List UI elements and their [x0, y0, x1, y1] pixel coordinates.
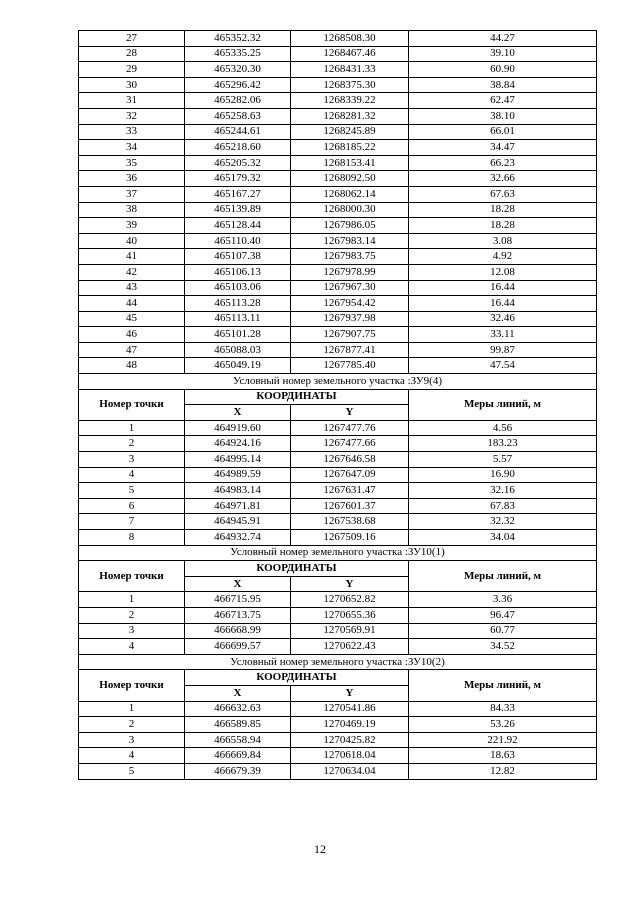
y-coordinate-cell: 1267937.98 [291, 311, 409, 327]
y-coordinate-cell: 1267983.75 [291, 249, 409, 265]
point-number-cell: 40 [79, 233, 185, 249]
x-coordinate-cell: 466715.95 [185, 592, 291, 608]
x-coordinate-cell: 465106.13 [185, 264, 291, 280]
y-coordinate-cell: 1270425.82 [291, 732, 409, 748]
point-number-cell: 7 [79, 514, 185, 530]
line-measure-cell: 38.84 [409, 77, 597, 93]
section-title-row [79, 374, 597, 390]
y-coordinate-cell: 1270469.19 [291, 717, 409, 733]
line-measures-header: Меры линий, м [409, 561, 597, 592]
x-coordinate-cell: 465352.32 [185, 31, 291, 47]
line-measure-cell: 32.66 [409, 171, 597, 187]
coordinates-table-body [79, 31, 597, 780]
y-coordinate-cell: 1267986.05 [291, 218, 409, 234]
x-coordinate-cell: 464932.74 [185, 530, 291, 546]
y-coordinate-cell: 1268375.30 [291, 77, 409, 93]
table-row [79, 763, 597, 779]
line-measure-cell: 3.08 [409, 233, 597, 249]
header-row [79, 561, 597, 577]
table-row [79, 171, 597, 187]
x-header: X [185, 405, 291, 421]
x-coordinate-cell: 465128.44 [185, 218, 291, 234]
point-number-cell: 6 [79, 498, 185, 514]
line-measures-header: Меры линий, м [409, 389, 597, 420]
line-measure-cell: 66.01 [409, 124, 597, 140]
line-measure-cell: 18.28 [409, 218, 597, 234]
line-measure-cell: 60.90 [409, 62, 597, 78]
x-coordinate-cell: 466699.57 [185, 639, 291, 655]
x-coordinate-cell: 466558.94 [185, 732, 291, 748]
y-coordinate-cell: 1267477.66 [291, 436, 409, 452]
y-coordinate-cell: 1270569.91 [291, 623, 409, 639]
table-row [79, 311, 597, 327]
y-coordinate-cell: 1267647.09 [291, 467, 409, 483]
point-number-cell: 32 [79, 108, 185, 124]
point-number-cell: 2 [79, 607, 185, 623]
x-coordinate-cell: 465179.32 [185, 171, 291, 187]
line-measure-cell: 16.90 [409, 467, 597, 483]
x-coordinate-cell: 465110.40 [185, 233, 291, 249]
table-row [79, 483, 597, 499]
x-coordinate-cell: 465101.28 [185, 327, 291, 343]
y-coordinate-cell: 1270655.36 [291, 607, 409, 623]
y-coordinate-cell: 1268185.22 [291, 140, 409, 156]
section-title-row [79, 545, 597, 561]
x-coordinate-cell: 464924.16 [185, 436, 291, 452]
section-title: Условный номер земельного участка :ЗУ10(1) [79, 545, 597, 561]
point-number-header: Номер точки [79, 389, 185, 420]
y-coordinate-cell: 1268431.33 [291, 62, 409, 78]
y-coordinate-cell: 1267954.42 [291, 296, 409, 312]
point-number-cell: 28 [79, 46, 185, 62]
table-row [79, 140, 597, 156]
x-coordinate-cell: 465258.63 [185, 108, 291, 124]
x-coordinate-cell: 465107.38 [185, 249, 291, 265]
line-measure-cell: 4.92 [409, 249, 597, 265]
table-row [79, 31, 597, 47]
section-title: Условный номер земельного участка :ЗУ10(2) [79, 654, 597, 670]
line-measure-cell: 34.52 [409, 639, 597, 655]
table-row [79, 748, 597, 764]
line-measure-cell: 67.83 [409, 498, 597, 514]
x-coordinate-cell: 464995.14 [185, 452, 291, 468]
line-measure-cell: 12.08 [409, 264, 597, 280]
table-row [79, 717, 597, 733]
point-number-cell: 1 [79, 701, 185, 717]
x-coordinate-cell: 465320.30 [185, 62, 291, 78]
line-measure-cell: 66.23 [409, 155, 597, 171]
x-coordinate-cell: 465218.60 [185, 140, 291, 156]
line-measure-cell: 183.23 [409, 436, 597, 452]
line-measure-cell: 3.36 [409, 592, 597, 608]
section-title-row [79, 654, 597, 670]
point-number-cell: 3 [79, 623, 185, 639]
x-coordinate-cell: 465103.06 [185, 280, 291, 296]
line-measure-cell: 221.92 [409, 732, 597, 748]
coordinates-table [78, 30, 597, 780]
line-measure-cell: 16.44 [409, 280, 597, 296]
x-coordinate-cell: 465335.25 [185, 46, 291, 62]
table-row [79, 249, 597, 265]
x-coordinate-cell: 464919.60 [185, 420, 291, 436]
point-number-cell: 33 [79, 124, 185, 140]
x-coordinate-cell: 464945.91 [185, 514, 291, 530]
y-coordinate-cell: 1270634.04 [291, 763, 409, 779]
table-row [79, 498, 597, 514]
point-number-cell: 8 [79, 530, 185, 546]
y-coordinate-cell: 1267907.75 [291, 327, 409, 343]
line-measures-header: Меры линий, м [409, 670, 597, 701]
table-row [79, 732, 597, 748]
point-number-cell: 2 [79, 717, 185, 733]
table-row [79, 218, 597, 234]
header-row [79, 389, 597, 405]
y-coordinate-cell: 1270541.86 [291, 701, 409, 717]
line-measure-cell: 33.11 [409, 327, 597, 343]
x-coordinate-cell: 465205.32 [185, 155, 291, 171]
point-number-cell: 4 [79, 748, 185, 764]
table-row [79, 296, 597, 312]
table-row [79, 108, 597, 124]
table-row [79, 467, 597, 483]
y-coordinate-cell: 1268245.89 [291, 124, 409, 140]
line-measure-cell: 99.87 [409, 342, 597, 358]
y-coordinate-cell: 1267538.68 [291, 514, 409, 530]
point-number-cell: 5 [79, 763, 185, 779]
x-coordinate-cell: 465296.42 [185, 77, 291, 93]
table-row [79, 639, 597, 655]
point-number-cell: 44 [79, 296, 185, 312]
point-number-cell: 41 [79, 249, 185, 265]
table-row [79, 155, 597, 171]
x-coordinate-cell: 465282.06 [185, 93, 291, 109]
x-coordinate-cell: 464983.14 [185, 483, 291, 499]
y-header: Y [291, 685, 409, 701]
y-coordinate-cell: 1270618.04 [291, 748, 409, 764]
table-row [79, 530, 597, 546]
y-coordinate-cell: 1268062.14 [291, 186, 409, 202]
line-measure-cell: 84.33 [409, 701, 597, 717]
y-coordinate-cell: 1268467.46 [291, 46, 409, 62]
line-measure-cell: 53.26 [409, 717, 597, 733]
line-measure-cell: 39.10 [409, 46, 597, 62]
line-measure-cell: 67.63 [409, 186, 597, 202]
x-coordinate-cell: 465113.11 [185, 311, 291, 327]
point-number-cell: 37 [79, 186, 185, 202]
table-row [79, 420, 597, 436]
y-coordinate-cell: 1267601.37 [291, 498, 409, 514]
point-number-cell: 47 [79, 342, 185, 358]
x-coordinate-cell: 465139.89 [185, 202, 291, 218]
line-measure-cell: 12.82 [409, 763, 597, 779]
point-number-cell: 27 [79, 31, 185, 47]
table-row [79, 607, 597, 623]
y-header: Y [291, 405, 409, 421]
line-measure-cell: 62.47 [409, 93, 597, 109]
line-measure-cell: 44.27 [409, 31, 597, 47]
line-measure-cell: 34.47 [409, 140, 597, 156]
point-number-cell: 48 [79, 358, 185, 374]
table-row [79, 514, 597, 530]
x-coordinate-cell: 466713.75 [185, 607, 291, 623]
line-measure-cell: 47.54 [409, 358, 597, 374]
y-coordinate-cell: 1267877.41 [291, 342, 409, 358]
coordinates-header: КООРДИНАТЫ [185, 389, 409, 405]
x-coordinate-cell: 465244.61 [185, 124, 291, 140]
point-number-cell: 45 [79, 311, 185, 327]
point-number-cell: 30 [79, 77, 185, 93]
y-coordinate-cell: 1268281.32 [291, 108, 409, 124]
y-coordinate-cell: 1267646.58 [291, 452, 409, 468]
page-number: 12 [314, 842, 326, 856]
coordinates-header: КООРДИНАТЫ [185, 561, 409, 577]
x-header: X [185, 576, 291, 592]
table-row [79, 124, 597, 140]
y-coordinate-cell: 1267509.16 [291, 530, 409, 546]
y-coordinate-cell: 1267477.76 [291, 420, 409, 436]
point-number-cell: 4 [79, 467, 185, 483]
line-measure-cell: 4.56 [409, 420, 597, 436]
y-coordinate-cell: 1268339.22 [291, 93, 409, 109]
table-row [79, 342, 597, 358]
coordinates-header: КООРДИНАТЫ [185, 670, 409, 686]
line-measure-cell: 32.16 [409, 483, 597, 499]
x-coordinate-cell: 464989.59 [185, 467, 291, 483]
section-title: Условный номер земельного участка :ЗУ9(4) [79, 374, 597, 390]
table-row [79, 233, 597, 249]
point-number-cell: 31 [79, 93, 185, 109]
x-coordinate-cell: 465049.19 [185, 358, 291, 374]
table-row [79, 264, 597, 280]
table-row [79, 592, 597, 608]
y-coordinate-cell: 1270652.82 [291, 592, 409, 608]
point-number-cell: 34 [79, 140, 185, 156]
x-coordinate-cell: 465167.27 [185, 186, 291, 202]
point-number-cell: 3 [79, 452, 185, 468]
table-row [79, 202, 597, 218]
x-coordinate-cell: 466589.85 [185, 717, 291, 733]
y-coordinate-cell: 1268153.41 [291, 155, 409, 171]
x-coordinate-cell: 466679.39 [185, 763, 291, 779]
point-number-cell: 29 [79, 62, 185, 78]
table-row [79, 46, 597, 62]
table-row [79, 93, 597, 109]
point-number-cell: 43 [79, 280, 185, 296]
line-measure-cell: 16.44 [409, 296, 597, 312]
point-number-header: Номер точки [79, 670, 185, 701]
line-measure-cell: 32.32 [409, 514, 597, 530]
point-number-cell: 38 [79, 202, 185, 218]
point-number-header: Номер точки [79, 561, 185, 592]
point-number-cell: 4 [79, 639, 185, 655]
line-measure-cell: 5.57 [409, 452, 597, 468]
x-coordinate-cell: 465113.28 [185, 296, 291, 312]
x-coordinate-cell: 466632.63 [185, 701, 291, 717]
point-number-cell: 36 [79, 171, 185, 187]
point-number-cell: 46 [79, 327, 185, 343]
line-measure-cell: 18.28 [409, 202, 597, 218]
y-coordinate-cell: 1268092.50 [291, 171, 409, 187]
table-row [79, 62, 597, 78]
table-row [79, 186, 597, 202]
x-header: X [185, 685, 291, 701]
table-row [79, 358, 597, 374]
table-row [79, 701, 597, 717]
line-measure-cell: 32.46 [409, 311, 597, 327]
y-coordinate-cell: 1267983.14 [291, 233, 409, 249]
line-measure-cell: 96.47 [409, 607, 597, 623]
point-number-cell: 1 [79, 420, 185, 436]
y-coordinate-cell: 1267967.30 [291, 280, 409, 296]
header-row [79, 670, 597, 686]
y-coordinate-cell: 1270622.43 [291, 639, 409, 655]
table-row [79, 327, 597, 343]
x-coordinate-cell: 465088.03 [185, 342, 291, 358]
y-coordinate-cell: 1268508.30 [291, 31, 409, 47]
y-coordinate-cell: 1268000.30 [291, 202, 409, 218]
line-measure-cell: 38.10 [409, 108, 597, 124]
y-coordinate-cell: 1267978.99 [291, 264, 409, 280]
point-number-cell: 35 [79, 155, 185, 171]
point-number-cell: 5 [79, 483, 185, 499]
point-number-cell: 42 [79, 264, 185, 280]
point-number-cell: 1 [79, 592, 185, 608]
y-coordinate-cell: 1267785.40 [291, 358, 409, 374]
x-coordinate-cell: 464971.81 [185, 498, 291, 514]
point-number-cell: 3 [79, 732, 185, 748]
table-row [79, 280, 597, 296]
point-number-cell: 2 [79, 436, 185, 452]
y-coordinate-cell: 1267631.47 [291, 483, 409, 499]
line-measure-cell: 60.77 [409, 623, 597, 639]
table-row [79, 452, 597, 468]
table-row [79, 436, 597, 452]
line-measure-cell: 34.04 [409, 530, 597, 546]
line-measure-cell: 18.63 [409, 748, 597, 764]
point-number-cell: 39 [79, 218, 185, 234]
y-header: Y [291, 576, 409, 592]
x-coordinate-cell: 466668.99 [185, 623, 291, 639]
x-coordinate-cell: 466669.84 [185, 748, 291, 764]
table-row [79, 623, 597, 639]
table-row [79, 77, 597, 93]
